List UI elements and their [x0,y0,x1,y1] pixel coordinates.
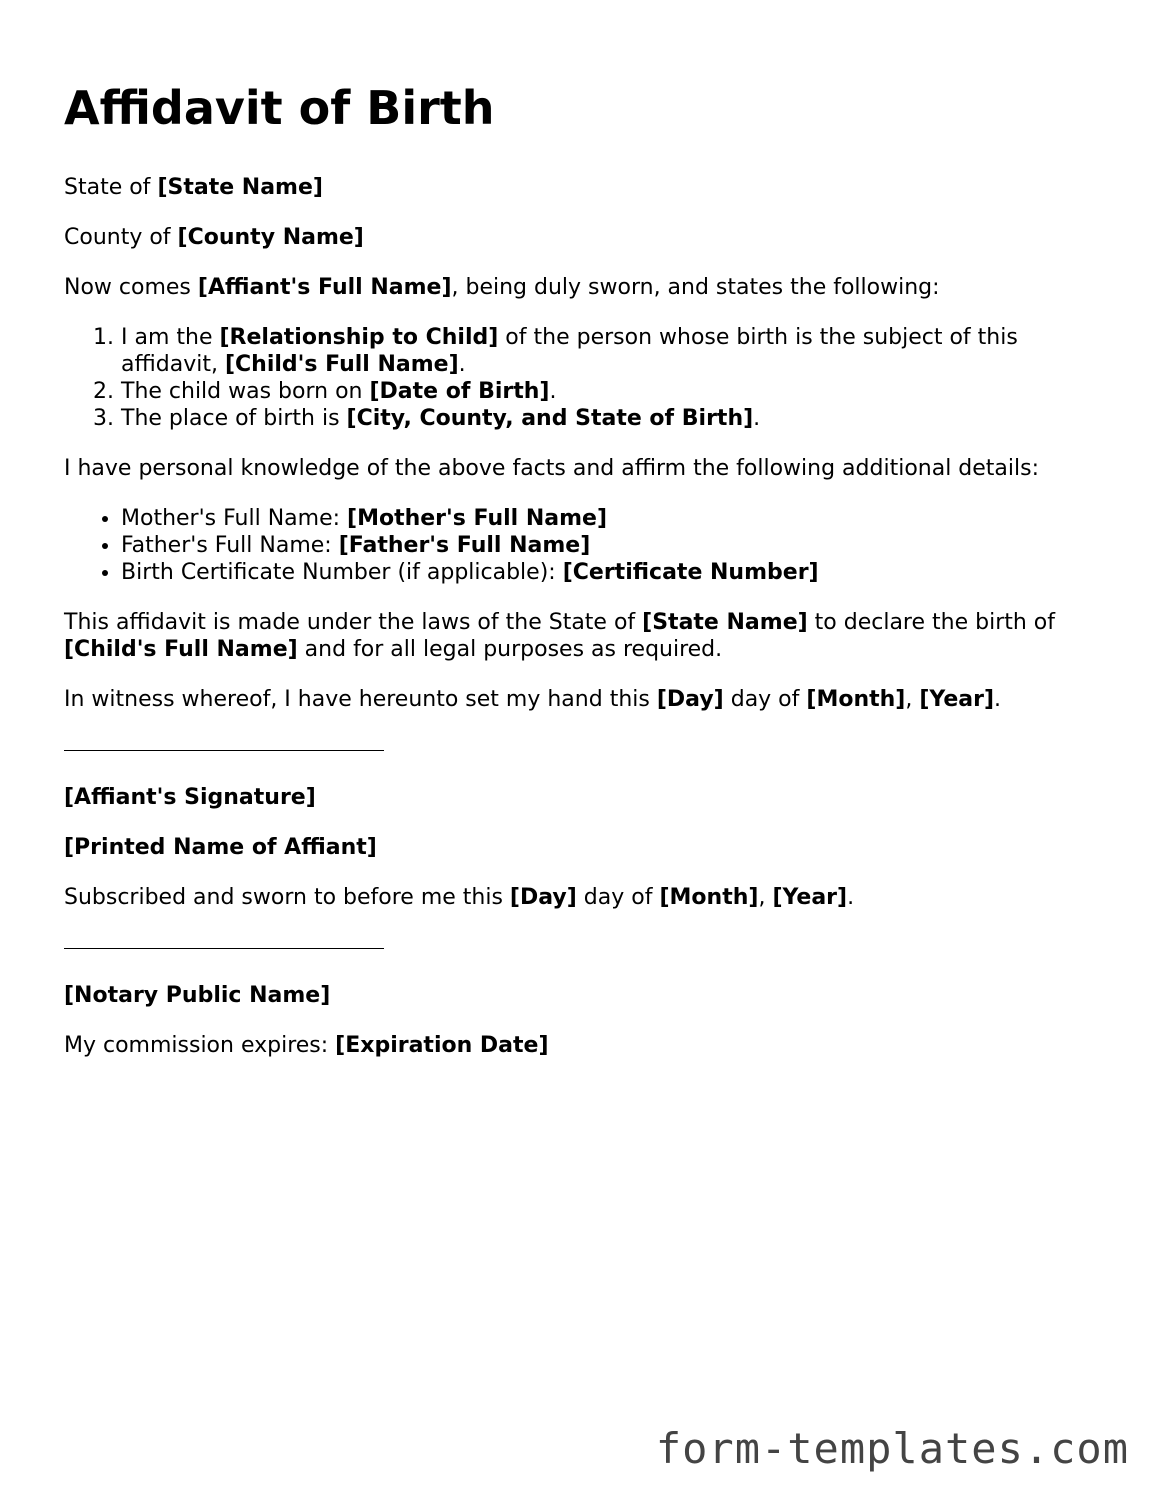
county-line: County of [County Name] [64,225,364,250]
state-name-field: [State Name] [157,175,323,200]
printed-name-label: [Printed Name of Affiant] [64,835,377,860]
date-of-birth-field: [Date of Birth] [369,379,550,404]
place-of-birth-field: [City, County, and State of Birth] [346,406,754,431]
knowledge-paragraph: I have personal knowledge of the above facts and affirm the following additional details: [64,456,1040,481]
declaration-child-field: [Child's Full Name] [64,637,298,662]
site-watermark: form-templates.com [655,1424,1129,1473]
certificate-number-field: [Certificate Number] [562,560,819,585]
document-title: Affidavit of Birth [64,81,495,135]
statement-item: 2. The child was born on [Date of Birth]. [121,378,1104,405]
document-page [64,78,1104,1082]
notary-signature-line [64,948,384,949]
witness-year-field: [Year] [919,687,994,712]
father-name-field: [Father's Full Name] [338,533,591,558]
state-line: State of [State Name] [64,175,323,200]
sworn-year-field: [Year] [772,885,848,910]
affiant-signature-label: [Affiant's Signature] [64,785,316,810]
statements-list [64,324,1104,432]
details-list [64,505,1104,586]
witness-day-field: [Day] [656,687,724,712]
sworn-day-field: [Day] [509,885,577,910]
detail-item: • Father's Full Name: [Father's Full Name] [121,532,1104,559]
county-name-field: [County Name] [177,225,364,250]
detail-item: • Mother's Full Name: [Mother's Full Name] [121,505,1104,532]
sworn-paragraph: Subscribed and sworn to before me this [Day] day of [Month], [Year]. [64,885,855,910]
mother-name-field: [Mother's Full Name] [347,506,608,531]
commission-line: My commission expires: [Expiration Date] [64,1033,549,1058]
declaration-paragraph: This affidavit is made under the laws of the State of [State Name] to declare the birth of [Child's Full Name] and for all legal purposes as required. [64,610,1056,662]
notary-name-label: [Notary Public Name] [64,983,331,1008]
statement-item: 3. The place of birth is [City, County, and State of Birth]. [121,405,1104,432]
affiant-signature-line [64,750,384,751]
intro-paragraph: Now comes [Affiant's Full Name], being duly sworn, and states the following: [64,275,940,300]
witness-month-field: [Month] [806,687,906,712]
declaration-state-field: [State Name] [642,610,808,635]
child-name-field: [Child's Full Name] [224,352,459,377]
sworn-month-field: [Month] [659,885,759,910]
affiant-name-field: [Affiant's Full Name] [197,275,452,300]
expiration-date-field: [Expiration Date] [335,1033,549,1058]
detail-item: • Birth Certificate Number (if applicable): [Certificate Number] [121,559,1104,586]
statement-item: 1. I am the [Relationship to Child] of the person whose birth is the subject of this affidavit, [Child's Full Name]. [121,324,1104,378]
relationship-field: [Relationship to Child] [219,325,499,350]
witness-paragraph: In witness whereof, I have hereunto set my hand this [Day] day of [Month], [Year]. [64,687,1001,712]
